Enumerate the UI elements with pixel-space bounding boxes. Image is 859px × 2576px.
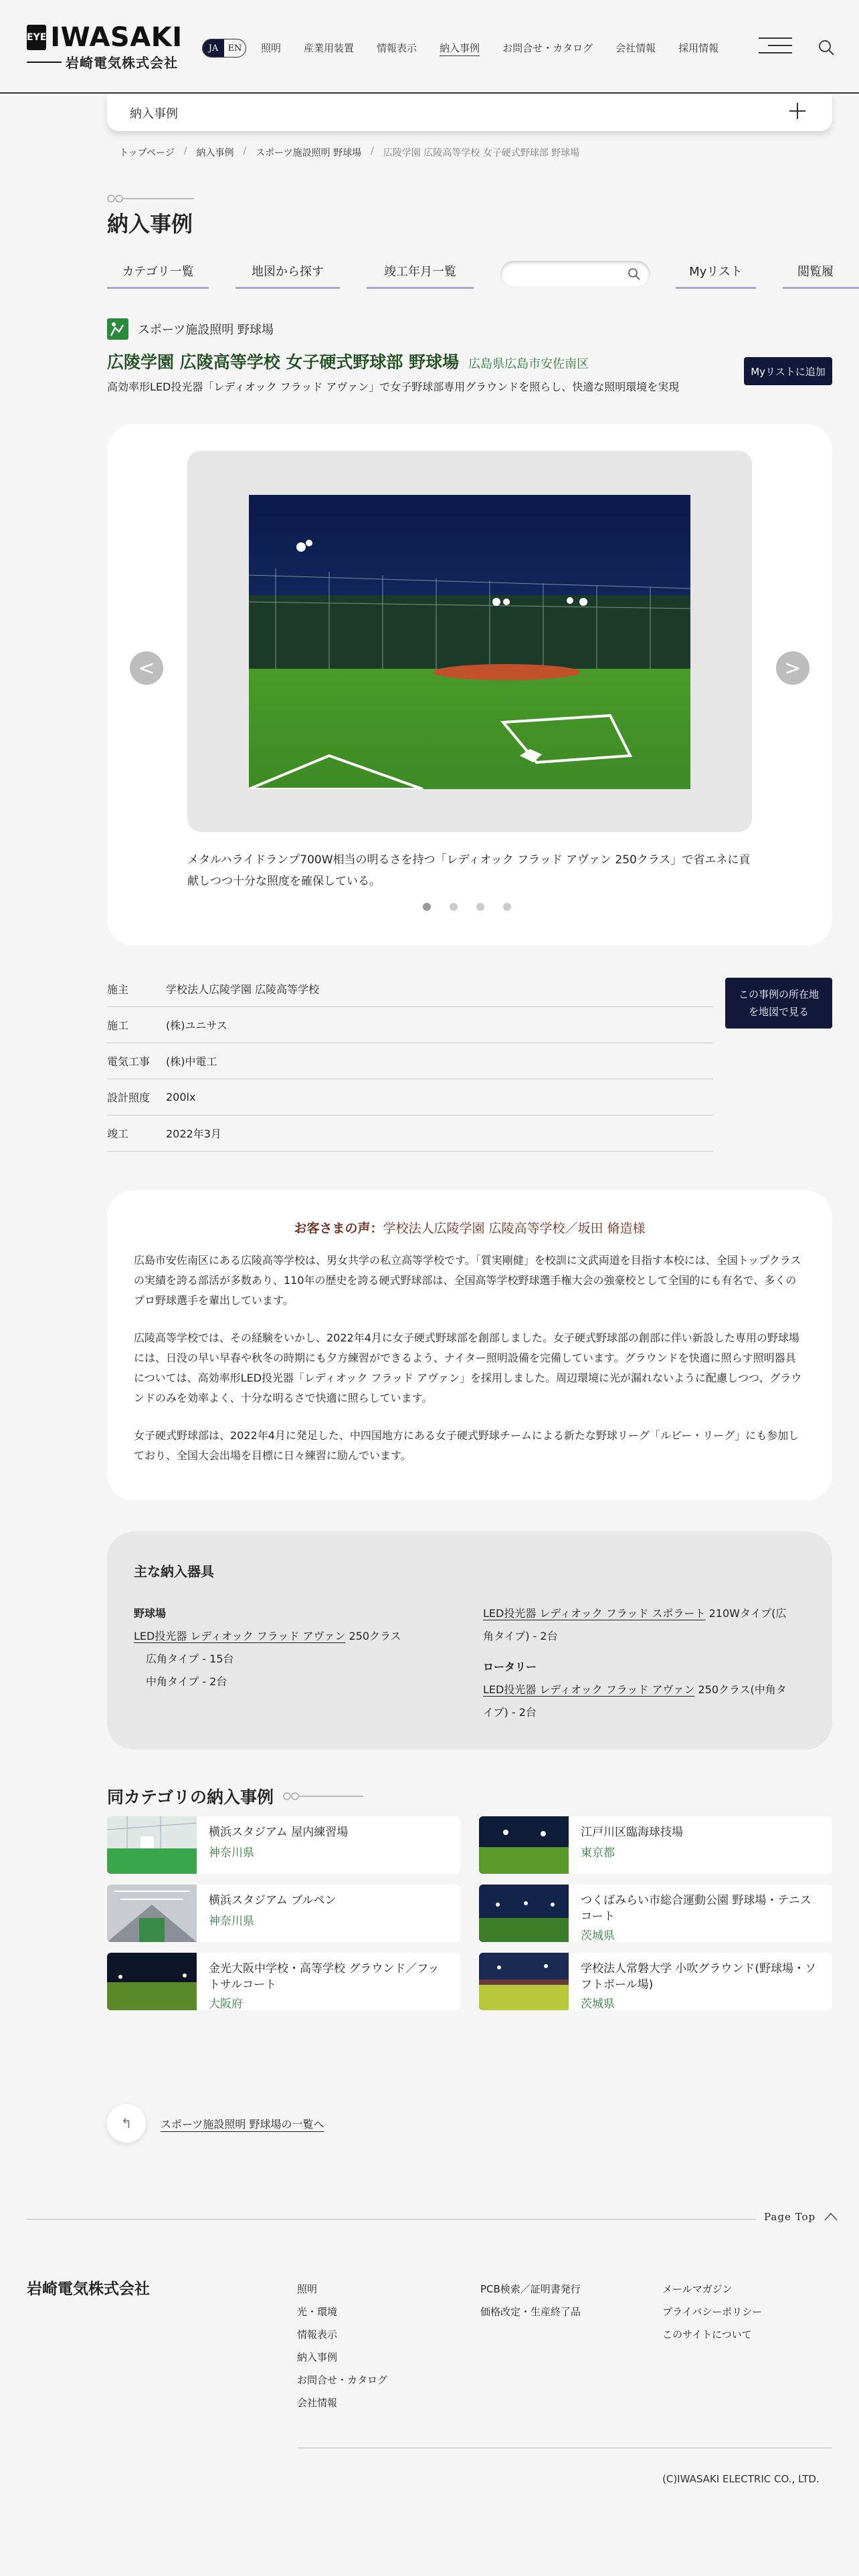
breadcrumb-current: 広陵学園 広陵高等学校 女子硬式野球部 野球場 xyxy=(383,148,580,158)
breadcrumb-category[interactable]: スポーツ施設照明 野球場 xyxy=(256,148,362,158)
related-case-thumbnail xyxy=(107,1816,197,1874)
product-link-avant[interactable]: LED投光器 レディオック フラッド アヴァン xyxy=(134,1630,346,1642)
gallery-dot-4[interactable] xyxy=(503,903,511,911)
title-decoration-icon xyxy=(107,194,194,203)
footer-link[interactable]: このサイトについて xyxy=(662,2329,752,2341)
related-case-card[interactable]: 横浜スタジアム ブルペン 神奈川県 xyxy=(107,1885,460,1942)
eye-logo-mark: EYE xyxy=(27,25,46,50)
footer-divider xyxy=(27,2219,756,2220)
footer-link[interactable]: メールマガジン xyxy=(662,2283,733,2295)
back-arrow-icon: ↰ xyxy=(107,2104,146,2143)
gallery-dot-3[interactable] xyxy=(476,903,484,911)
breadcrumb-home[interactable]: トップページ xyxy=(119,148,175,158)
case-spec-table xyxy=(107,971,713,1152)
title-decoration-icon xyxy=(283,1792,363,1801)
nav-display[interactable]: 情報表示 xyxy=(377,41,417,54)
footer-link[interactable]: 会社情報 xyxy=(297,2397,338,2409)
related-case-card[interactable]: 横浜スタジアム 屋内練習場 神奈川県 xyxy=(107,1816,460,1874)
case-category-label[interactable]: スポーツ施設照明 野球場 xyxy=(138,323,274,337)
footer-link[interactable]: 光・環境 xyxy=(297,2306,338,2318)
language-switch xyxy=(202,39,246,58)
lang-ja-button[interactable]: JA xyxy=(203,39,224,57)
equipment-heading: 主な納入器具 xyxy=(134,1564,214,1580)
cases-accordion[interactable] xyxy=(107,94,832,131)
search-icon[interactable] xyxy=(818,39,835,56)
plus-icon[interactable] xyxy=(789,103,805,119)
delivered-equipment xyxy=(107,1531,832,1749)
related-case-card[interactable]: 江戸川区臨海球技場 東京都 xyxy=(479,1816,832,1874)
related-case-card[interactable]: 学校法人常磐大学 小吹グラウンド(野球場・ソフトボール場) 茨城県 xyxy=(479,1953,832,2010)
hamburger-menu-icon[interactable] xyxy=(759,37,792,58)
gallery-pagination xyxy=(423,903,511,911)
nav-lighting[interactable]: 照明 xyxy=(261,41,282,54)
customer-voice-heading: お客さまの声：学校法人広陵学園 広陵高等学校／坂田 脩造様 xyxy=(294,1221,646,1236)
view-on-map-button[interactable]: この事例の所在地 を地図で見る xyxy=(725,978,832,1029)
lang-en-button[interactable]: EN xyxy=(227,43,242,53)
tab-mylist[interactable]: Myリスト xyxy=(676,254,756,289)
product-link-avant-2[interactable]: LED投光器 レディオック フラッド アヴァン xyxy=(483,1683,695,1696)
related-case-thumbnail xyxy=(479,1816,569,1874)
spec-row-completion: 竣工 2022年3月 xyxy=(107,1115,713,1152)
tab-category-list[interactable]: カテゴリ一覧 xyxy=(107,254,209,289)
site-logo[interactable] xyxy=(27,24,181,70)
photo-gallery xyxy=(107,424,832,946)
global-nav xyxy=(261,39,741,56)
gallery-prev-button[interactable]: < xyxy=(130,651,163,685)
spec-row-electrical: 電気工事 (株)中電工 xyxy=(107,1043,713,1079)
footer-link[interactable]: プライバシーポリシー xyxy=(662,2306,763,2318)
photo-frame xyxy=(187,451,752,832)
footer-link[interactable]: 照明 xyxy=(297,2283,318,2295)
site-header xyxy=(0,0,859,94)
product-link-sporato[interactable]: LED投光器 レディオック フラッド スポラート xyxy=(483,1607,706,1620)
photo-caption: メタルハライドランプ700W相当の明るさを持つ「レディオック フラッド アヴァン 250クラス」で省エネに貢献しつつ十分な照度を確保している。 xyxy=(187,853,751,888)
footer-links-1 xyxy=(297,2278,387,2414)
customer-voice xyxy=(107,1190,832,1501)
page-top-link[interactable]: Page Top xyxy=(764,2211,840,2223)
chevron-up-icon xyxy=(822,2212,840,2222)
tab-map-search[interactable]: 地図から探す xyxy=(235,254,340,289)
related-case-thumbnail xyxy=(107,1953,197,2010)
nav-cases[interactable]: 納入事例 xyxy=(440,41,480,54)
footer-links-3 xyxy=(662,2278,762,2346)
related-case-thumbnail xyxy=(479,1885,569,1942)
footer-company-name: 岩崎電気株式会社 xyxy=(27,2280,150,2298)
spec-row-owner: 施主 学校法人広陵学園 広陵高等学校 xyxy=(107,971,713,1007)
case-category xyxy=(107,318,274,340)
nav-industrial[interactable]: 産業用装置 xyxy=(304,41,355,54)
gallery-dot-1[interactable] xyxy=(423,903,431,911)
back-to-category-link[interactable]: ↰ スポーツ施設照明 野球場の一覧へ xyxy=(107,2104,324,2143)
footer-link[interactable]: PCB検索／証明書発行 xyxy=(480,2283,581,2295)
spec-row-illuminance: 設計照度 200lx xyxy=(107,1079,713,1115)
breadcrumb: トップページ / 納入事例 / スポーツ施設照明 野球場 / 広陵学園 広陵高等学校 女子硬式野球部 野球場 xyxy=(119,146,580,158)
case-search-input[interactable] xyxy=(500,261,650,288)
gallery-next-button[interactable]: > xyxy=(776,651,809,685)
brand-name: IWASAKI xyxy=(50,22,183,53)
case-description: 高効率形LED投光器「レディオック フラッド アヴァン」で女子野球部専用グラウンドを照らし、快適な照明環境を実現 xyxy=(107,381,680,393)
page-title: 納入事例 xyxy=(107,211,193,237)
related-cases-heading: 同カテゴリの納入事例 xyxy=(107,1784,363,1808)
baseball-field-night-photo xyxy=(249,495,690,789)
related-case-thumbnail xyxy=(107,1885,197,1942)
nav-contact[interactable]: お問合せ・カタログ xyxy=(502,41,593,54)
footer-link[interactable]: 情報表示 xyxy=(297,2329,338,2341)
equipment-left: 野球場 LED投光器 レディオック フラッド アヴァン 250クラス 広角タイプ - 15台 中角タイプ - 2台 xyxy=(134,1607,401,1688)
footer-link[interactable]: 価格改定・生産終了品 xyxy=(480,2306,581,2318)
brand-name-jp: 岩崎電気株式会社 xyxy=(66,55,178,71)
footer-link[interactable]: お問合せ・カタログ xyxy=(297,2374,388,2386)
baseball-category-icon xyxy=(107,318,128,340)
add-to-mylist-button[interactable]: Myリストに追加 xyxy=(744,357,832,385)
footer-links-2 xyxy=(480,2278,581,2323)
customer-voice-body: 広島市安佐南区にある広陵高等学校は、男女共学の私立高等学校です。「質実剛健」を校訓に文武両道を目指す本校には、全国トップクラスの実績を誇る部活が多数あり、110年の歴史を誇る硬式野球部は、全国高等学校野球選手権大会の強豪校として全国的にも有名で、多くのプロ野球選手を輩出しています。 広陵高等学校では、その経験をいかし、2022年4月に女子硬式野球部を創部しました。女子硬式野球部の創部に伴い新設した専用の野球場には、日没の早い早春や秋冬の時期にも夕方練習ができるよう、ナイター照明設備を完備しています。グラウンドを快適に照らす照明器具については、高効率形LED投光器「レディオック フラッド アヴァン」を採用しました。周辺環境に光が漏れないように配慮しつつ、グラウンドのみを効率よく、十分な明るさで快適に照らしています。 女子硬式野球部は、2022年4月に発足した、中四国地方にある女子硬式野球チームによる新たな野球リーグ「ルビー・リーグ」にも参加しており、全国大会出場を目標に日々練習に励んでいます。 xyxy=(134,1254,802,1462)
equipment-right: LED投光器 レディオック フラッド スポラート 210Wタイプ(広 角タイプ) - 2台 ロータリー LED投光器 レディオック フラッド アヴァン 250クラス(中角タ イプ) - 2台 xyxy=(483,1607,787,1719)
footer-link[interactable]: 納入事例 xyxy=(297,2351,338,2363)
gallery-dot-2[interactable] xyxy=(450,903,458,911)
case-title: 広陵学園 広陵高等学校 女子硬式野球部 野球場 広島県広島市安佐南区 xyxy=(107,352,589,372)
case-location: 広島県広島市安佐南区 xyxy=(468,357,589,371)
tab-completion-date[interactable]: 竣工年月一覧 xyxy=(367,254,474,289)
cases-accordion-label: 納入事例 xyxy=(130,107,178,121)
breadcrumb-cases[interactable]: 納入事例 xyxy=(196,148,234,158)
spec-row-contractor: 施工 (株)ユニサス xyxy=(107,1007,713,1043)
tab-history[interactable]: 閲覧履 xyxy=(783,254,859,289)
related-case-card[interactable]: 金光大阪中学校・高等学校 グラウンド／フットサルコート 大阪府 xyxy=(107,1953,460,2010)
nav-company[interactable]: 会社情報 xyxy=(615,41,656,54)
copyright: (C)IWASAKI ELECTRIC CO., LTD. xyxy=(662,2473,820,2485)
related-case-card[interactable]: つくばみらい市総合運動公園 野球場・テニスコート 茨城県 xyxy=(479,1885,832,1942)
search-icon[interactable] xyxy=(628,267,641,281)
nav-recruit[interactable]: 採用情報 xyxy=(678,41,719,54)
case-tabs xyxy=(107,254,859,292)
related-case-thumbnail xyxy=(479,1953,569,2010)
